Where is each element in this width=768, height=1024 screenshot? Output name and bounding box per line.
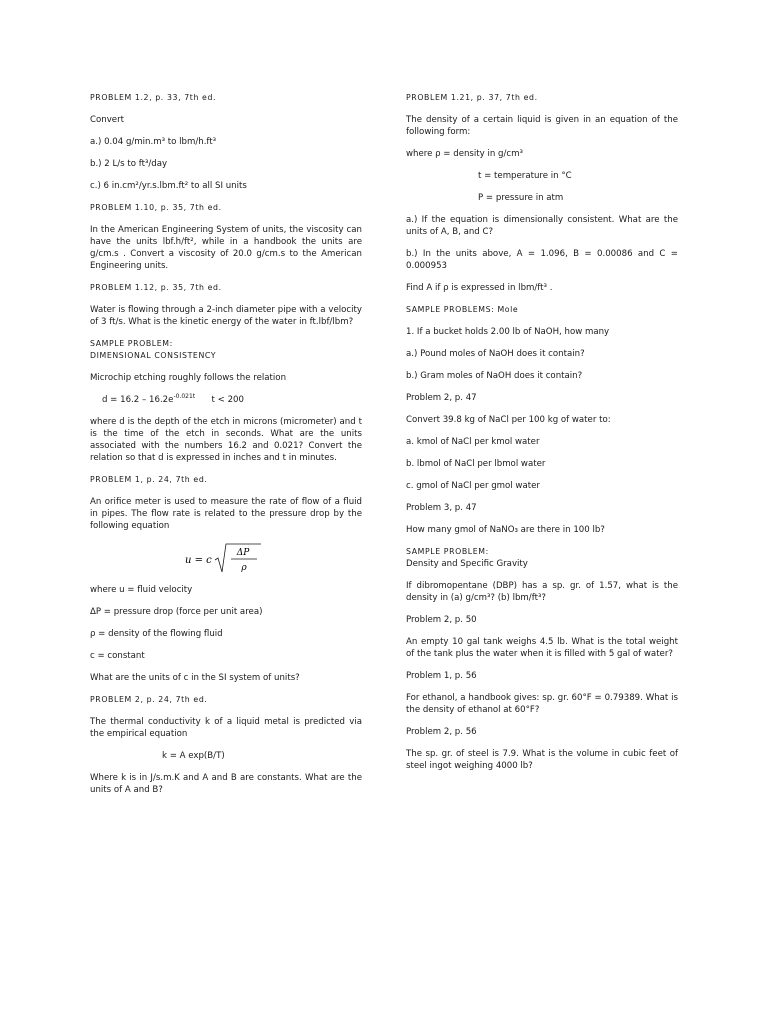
eq-denominator: ρ (241, 563, 247, 573)
problem-1-10-text: In the American Engineering System of units, the viscosity can have the units lbf.h/ft², while in a handbook the units are g/cm.s . Convert a viscosity of 20.0 g/cm.s to the American Engineering units. (90, 225, 362, 271)
problem-1-heading: PROBLEM 1, p. 24, 7th ed. (90, 475, 208, 484)
problem-2-50-text: An empty 10 gal tank weighs 4.5 lb. What is the total weight of the tank plus the water when it is filled with 5 gal of water? (406, 637, 678, 659)
right-column (406, 92, 678, 782)
eq-left: u = c (185, 555, 212, 566)
dim-formula-main: d = 16.2 – 16.2e (102, 395, 174, 405)
problem-2-47-heading: Problem 2, p. 47 (406, 393, 477, 403)
problem-1-2-b: b.) 2 L/s to ft³/day (90, 159, 168, 169)
problem-1-21-c: Find A if ρ is expressed in lbm/ft³ . (406, 283, 553, 293)
problem-1-where-4: c = constant (90, 651, 145, 661)
sg-text: If dibromopentane (DBP) has a sp. gr. of 1.57, what is the density in (a) g/cm³? (b) lbm/ft³? (406, 581, 678, 603)
problem-2-56-text: The sp. gr. of steel is 7.9. What is the volume in cubic feet of steel ingot weighing 4000 lb? (406, 749, 678, 771)
problem-1-21-where-1: where ρ = density in g/cm³ (406, 149, 523, 159)
problem-1-where-3: ρ = density of the flowing fluid (90, 629, 223, 639)
dim-heading-1: SAMPLE PROBLEM: (90, 339, 173, 348)
dim-formula-exponent: -0.021t (173, 393, 196, 401)
problem-2-question: Where k is in J/s.m.K and A and B are constants. What are the units of A and B? (90, 773, 362, 795)
dim-formula-condition: t < 200 (211, 395, 244, 405)
problem-1-where-1: where u = fluid velocity (90, 585, 193, 595)
problem-3-47-text: How many gmol of NaNO₃ are there in 100 lb? (406, 525, 605, 535)
problem-1-21-b: b.) In the units above, A = 1.096, B = 0.00086 and C = 0.000953 (406, 249, 678, 271)
mole-q1: 1. If a bucket holds 2.00 lb of NaOH, how many (406, 327, 610, 337)
dim-formula (90, 394, 362, 406)
problem-1-2-intro: Convert (90, 115, 124, 125)
problem-1-56-heading: Problem 1, p. 56 (406, 671, 477, 681)
problem-1-21-text: The density of a certain liquid is given in an equation of the following form: (406, 115, 678, 137)
mole-a: a.) Pound moles of NaOH does it contain? (406, 349, 585, 359)
problem-2-heading: PROBLEM 2, p. 24, 7th ed. (90, 695, 208, 704)
problem-1-10-heading: PROBLEM 1.10, p. 35, 7th ed. (90, 203, 222, 212)
problem-2-50-heading: Problem 2, p. 50 (406, 615, 477, 625)
problem-1-21-where-3: P = pressure in atm (478, 193, 564, 203)
left-column (90, 92, 362, 806)
orifice-equation (90, 542, 362, 576)
problem-2-formula: k = A exp(B/T) (162, 751, 225, 761)
problem-2-47-text: Convert 39.8 kg of NaCl per 100 kg of water to: (406, 415, 611, 425)
eq-numerator: ΔP (236, 548, 250, 558)
mole-b: b.) Gram moles of NaOH does it contain? (406, 371, 583, 381)
problem-1-question: What are the units of c in the SI system of units? (90, 673, 300, 683)
problem-1-21-where-2: t = temperature in °C (478, 171, 572, 181)
problem-1-56-text: For ethanol, a handbook gives: sp. gr. 60°F = 0.79389. What is the density of ethanol at 60°F? (406, 693, 678, 715)
problem-2-text: The thermal conductivity k of a liquid metal is predicted via the empirical equation (90, 717, 362, 739)
mole-heading: SAMPLE PROBLEMS: Mole (406, 305, 519, 314)
problem-2-47-a: a. kmol of NaCl per kmol water (406, 437, 540, 447)
sg-heading-2: Density and Specific Gravity (406, 559, 528, 569)
problem-1-12-heading: PROBLEM 1.12, p. 35, 7th ed. (90, 283, 222, 292)
problem-2-47-c: c. gmol of NaCl per gmol water (406, 481, 540, 491)
problem-1-21-a: a.) If the equation is dimensionally consistent. What are the units of A, B, and C? (406, 215, 678, 237)
problem-1-text: An orifice meter is used to measure the rate of flow of a fluid in pipes. The flow rate is related to the pressure drop by the following equation (90, 497, 362, 531)
problem-1-where-2: ΔP = pressure drop (force per unit area) (90, 607, 263, 617)
problem-2-47-b: b. lbmol of NaCl per lbmol water (406, 459, 546, 469)
problem-1-2-heading: PROBLEM 1.2, p. 33, 7th ed. (90, 93, 217, 102)
problem-1-2-a: a.) 0.04 g/min.m³ to lbm/h.ft³ (90, 137, 217, 147)
dim-text: where d is the depth of the etch in microns (micrometer) and t is the time of the etch in seconds. What are the units associated with the numbers 16.2 and 0.021? Convert the relation so that d is expressed in inches and t in minutes. (90, 417, 362, 463)
dim-intro: Microchip etching roughly follows the relation (90, 373, 287, 383)
dim-heading-2: DIMENSIONAL CONSISTENCY (90, 351, 217, 360)
problem-1-2-c: c.) 6 in.cm²/yr.s.lbm.ft² to all SI units (90, 181, 247, 191)
problem-2-56-heading: Problem 2, p. 56 (406, 727, 477, 737)
problem-1-21-heading: PROBLEM 1.21, p. 37, 7th ed. (406, 93, 538, 102)
sg-heading-1: SAMPLE PROBLEM: (406, 547, 489, 556)
problem-3-47-heading: Problem 3, p. 47 (406, 503, 477, 513)
problem-1-12-text: Water is flowing through a 2-inch diameter pipe with a velocity of 3 ft/s. What is the kinetic energy of the water in ft.lbf/lbm? (90, 305, 362, 327)
orifice-equation-svg (181, 542, 271, 576)
